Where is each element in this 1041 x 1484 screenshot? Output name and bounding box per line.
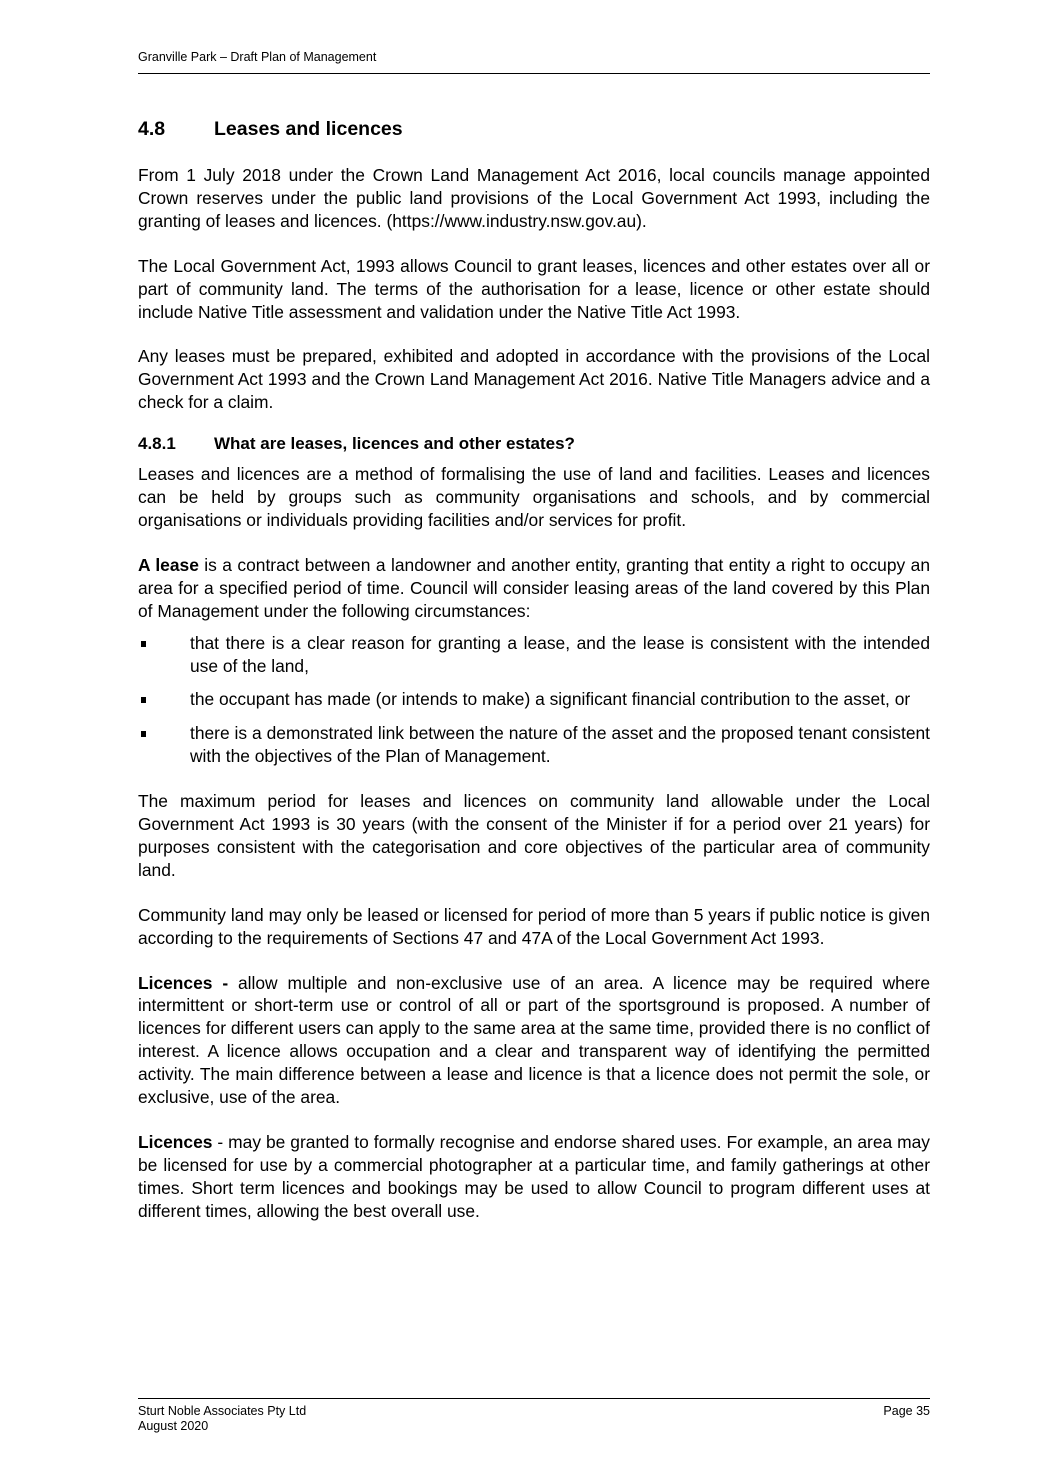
bullet-icon [141, 697, 146, 703]
lease-circumstances-list [138, 632, 930, 769]
section-number: 4.8 [138, 118, 166, 140]
licences-text-1: allow multiple and non-exclusive use of an area. A licence may be required where intermittent or short-term use or control of all or part of the sportsground is proposed. A number of licences for different users can apply to the same area at the same time, provided there is no conflict of interest. A licence allows occupation and a clear and transparent way of identifying the permitted activity. The main difference between a lease and licence is that a licence does not permit the sole, or exclusive, use of the area. [138, 972, 930, 1108]
intro-paragraph-1: From 1 July 2018 under the Crown Land Management Act 2016, local councils manage appointed Crown reserves under the public land provisions of the Local Government Act 1993, including the granting of leases and licences. (https://www.industry.nsw.gov.au). [138, 165, 930, 231]
licences-text-2: - may be granted to formally recognise and endorse shared uses. For example, an area may be licensed for use by a commercial photographer at a particular time, and family gatherings at other times. Short term licences and bookings may be used to allow Council to program different uses at different times, allowing the best overall use. [138, 1132, 930, 1221]
licences-paragraph-1 [138, 972, 930, 1109]
footer-date: August 2020 [138, 1419, 209, 1433]
page-content [138, 116, 930, 1245]
subsection-heading [138, 433, 930, 455]
list-item [138, 722, 930, 768]
page-footer [138, 1398, 930, 1434]
page-header [138, 50, 930, 74]
list-item-text: the occupant has made (or intends to make) a significant financial contribution to the asset, or [190, 689, 911, 710]
lease-term: A lease [138, 554, 199, 575]
list-item [138, 632, 930, 678]
list-item-text: that there is a clear reason for granting a lease, and the lease is consistent with the intended use of the land, [190, 632, 930, 676]
subsection-number: 4.8.1 [138, 434, 176, 454]
list-item-text: there is a demonstrated link between the nature of the asset and the proposed tenant consistent with the objectives of the Plan of Management. [190, 723, 930, 767]
lease-definition-text: is a contract between a landowner and another entity, granting that entity a right to occupy an area for a specified period of time. Council will consider leasing areas of the land covered by this Plan of Management under the following circumstances: [138, 554, 931, 621]
intro-paragraph-2: The Local Government Act, 1993 allows Council to grant leases, licences and other estates over all or part of community land. The terms of the authorisation for a lease, licence or other estate should include Native Title assessment and validation under the Native Title Act 1993. [138, 255, 930, 322]
list-item [138, 688, 930, 711]
licences-term-2: Licences [138, 1132, 213, 1152]
footer-company: Sturt Noble Associates Pty Ltd [138, 1404, 307, 1418]
section-heading [138, 116, 930, 142]
leases-paragraph: Leases and licences are a method of formalising the use of land and facilities. Leases and licences can be held by groups such as community organisations and schools, and by commercial organisations or individuals providing facilities and/or services for profit. [138, 464, 930, 530]
bullet-icon [141, 731, 146, 737]
licences-term-1: Licences - [138, 972, 229, 993]
maximum-period-paragraph: The maximum period for leases and licences on community land allowable under the Local Government Act 1993 is 30 years (with the consent of the Minister if for a period over 21 years) for purposes consistent with the categorisation and core objectives of the particular area of community land. [138, 791, 930, 880]
bullet-icon [141, 641, 146, 647]
header-title: Granville Park – Draft Plan of Management [138, 50, 377, 64]
subsection-title: What are leases, licences and other estates? [214, 434, 575, 454]
intro-paragraph-3: Any leases must be prepared, exhibited and adopted in accordance with the provisions of the Local Government Act 1993 and the Crown Land Management Act 2016. Native Title Managers advice and a check for a claim. [138, 346, 930, 413]
licences-paragraph-2 [138, 1131, 930, 1223]
page-number: Page 35 [883, 1404, 930, 1418]
community-land-paragraph: Community land may only be leased or licensed for period of more than 5 years if public notice is given according to the requirements of Sections 47 and 47A of the Local Government Act 1993. [138, 904, 930, 948]
section-title: Leases and licences [214, 118, 403, 140]
lease-definition [138, 554, 930, 623]
